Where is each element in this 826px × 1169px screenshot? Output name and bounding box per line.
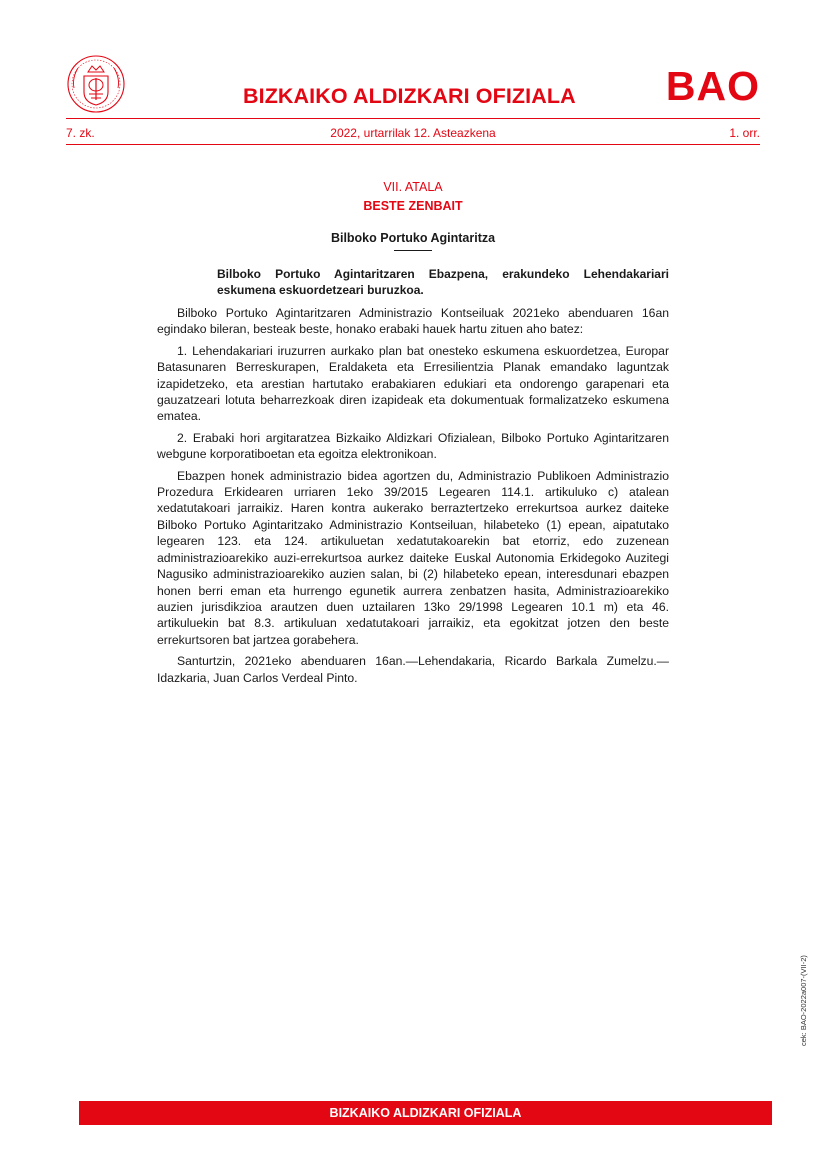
footer-banner: BIZKAIKO ALDIZKARI OFIZIALA	[79, 1101, 772, 1125]
issue-info-row	[66, 126, 760, 142]
paragraph: 1. Lehendakariari iruzurren aurkako plan bat onesteko eskumena eskuordetzea, Europar Batasunaren Berreskurapen, Eraldaketa eta Erresilientzia Planak emandako laguntzak izapidetzeko, eta arestian hartutako erabakiaren edukiari eta ondorengo garapenari eta gauzatzeari lotuta beharrezkoak diren izapideak eta dokumentuak formalizatzeko eskumena ematea.	[157, 343, 669, 424]
issue-divider	[66, 144, 760, 145]
section-title: BESTE ZENBAIT	[363, 199, 463, 213]
masthead-divider	[66, 118, 760, 119]
masthead-abbreviation: BAO	[665, 63, 760, 109]
issue-number: 7. zk.	[66, 126, 95, 140]
section-label: VII. ATALA	[383, 180, 443, 194]
bizkaia-coat-of-arms-icon	[66, 54, 126, 114]
issue-date: 2022, urtarrilak 12. Asteazkena	[330, 126, 496, 140]
masthead-title: BIZKAIKO ALDIZKARI OFIZIALA	[243, 84, 576, 108]
signature-paragraph: Santurtzin, 2021eko abenduaren 16an.—Lehendakaria, Ricardo Barkala Zumelzu.—Idazkaria, Juan Carlos Verdeal Pinto.	[157, 654, 669, 685]
document-heading: Bilboko Portuko Agintaritzaren Ebazpena, erakundeko Lehendakariari eskumena eskuordetzeari buruzkoa.	[217, 267, 669, 297]
paragraph: Bilboko Portuko Agintaritzaren Administrazio Kontseiluak 2021eko abenduaren 16an egindako bileran, besteak beste, honako erabaki hauek hartu zituen aho batez:	[157, 306, 669, 337]
document-body	[157, 305, 669, 691]
document-reference-code: cek: BAO-2022a007-(VII-2)	[799, 955, 808, 1046]
page-number: 1. orr.	[729, 126, 760, 140]
authority-divider	[394, 250, 432, 251]
paragraph: Ebazpen honek administrazio bidea agortzen du, Administrazio Publikoen Administrazio Prozedura Erkidearen urriaren 1eko 39/2015 Legearen 114.1. artikuluko c) atalean xedatutakoari jarraikiz. Haren kontra aukerako berraztertzeko errekurtsoa aurkez daiteke Bilboko Portuko Agintaritzako Administrazio Kontseiluan, hilabeteko (1) epean, aipatutako legearen 123. eta 124. artikuluetan xedatutakoarekin bat etorriz, edo zuzenean administrazioarekiko auzi-errekurtsoa aurkez daiteke Euskal Autonomia Erkidegoko Auzitegi Nagusiko administrazioarekiko auzien salan, bi (2) hilabeteko epean, interesdunari ebazpen honen berri eman eta hurrengo egunetik aurrera zenbatzen hasita, Administrazioarekiko auzien jurisdikzioa arautzen duen uztailaren 13ko 29/1998 Legearen 10.1 m) eta 46. artikuluekin bat 8.3. artikuluan xedatutakoari jarraikiz, eta egokitzat jotzen den beste errekurtsoren bat jartzea gorabehera.	[157, 468, 669, 647]
paragraph: 2. Erabaki hori argitaratzea Bizkaiko Aldizkari Ofizialean, Bilboko Portuko Agintaritzaren webgune korporatiboetan eta egoitza elektronikoan.	[157, 430, 669, 462]
issuing-authority: Bilboko Portuko Agintaritza	[330, 231, 496, 245]
